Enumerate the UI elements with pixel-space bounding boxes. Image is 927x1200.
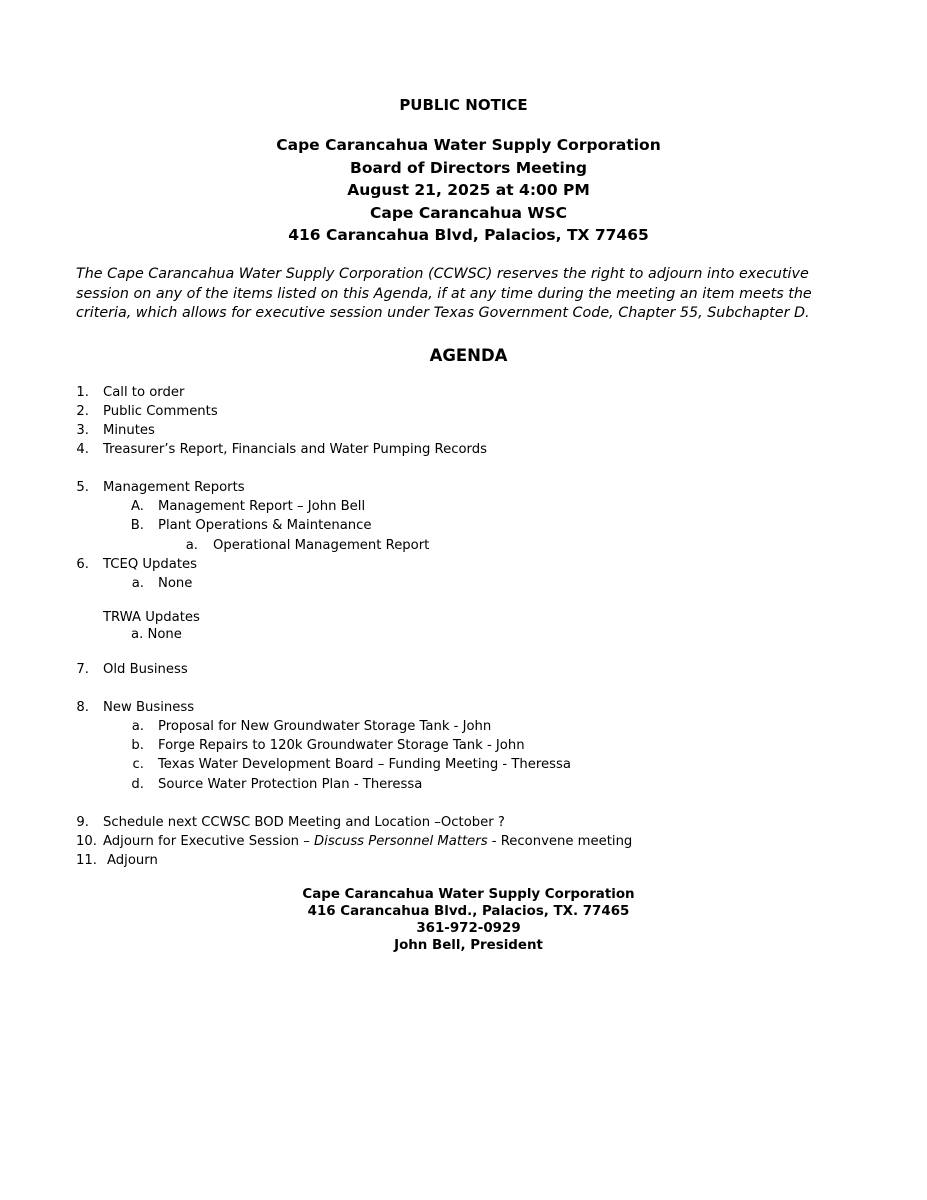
item-text-lead: Adjourn for Executive Session –: [103, 834, 315, 849]
item-number: a.: [131, 719, 144, 734]
trwa-updates: TRWA Updates: [103, 610, 200, 625]
item-text: Adjourn: [107, 853, 158, 868]
item-number: c.: [132, 757, 144, 772]
item-text: Old Business: [103, 662, 188, 677]
item-number: 10.: [76, 834, 97, 849]
item-number: 7.: [76, 662, 89, 677]
meeting-header: [0, 134, 927, 247]
item-number: 6.: [76, 557, 89, 572]
item-text: Schedule next CCWSC BOD Meeting and Location –October ?: [103, 815, 505, 830]
item-text: Minutes: [103, 423, 155, 438]
item-text: Treasurer’s Report, Financials and Water Pumping Records: [103, 442, 487, 457]
item-number: a.: [185, 538, 198, 553]
item-number: 3.: [76, 423, 89, 438]
item-text: None: [158, 576, 193, 591]
footer-president: John Bell, President: [394, 938, 543, 953]
intro-line: session on any of the items listed on this Agenda, if at any time during the meeting an item meets the: [76, 285, 812, 302]
item-text: Public Comments: [103, 404, 218, 419]
item-text: Management Report – John Bell: [158, 499, 366, 514]
footer-contact: [0, 886, 927, 954]
footer-phone: 361-972-0929: [416, 921, 521, 936]
item-number: d.: [131, 777, 144, 792]
item-text: Forge Repairs to 120k Groundwater Storage Tank - John: [158, 738, 525, 753]
item-text: TCEQ Updates: [103, 557, 198, 572]
footer-address: 416 Carancahua Blvd., Palacios, TX. 77465: [307, 904, 630, 919]
trwa-updates-subitem: a. None: [131, 627, 182, 642]
item-text: Proposal for New Groundwater Storage Tank - John: [158, 719, 492, 734]
header-organization: Cape Carancahua Water Supply Corporation: [276, 136, 661, 154]
item-number: 4.: [76, 442, 89, 457]
header-meeting-name: Board of Directors Meeting: [350, 158, 587, 177]
item-text: Texas Water Development Board – Funding Meeting - Theressa: [158, 757, 571, 772]
item-text: Source Water Protection Plan - Theressa: [158, 777, 423, 792]
item-number: a.: [131, 576, 144, 591]
header-address: 416 Carancahua Blvd, Palacios, TX 77465: [288, 226, 649, 245]
item-number: 1.: [76, 385, 89, 400]
agenda-title: AGENDA: [429, 346, 508, 365]
item-text: Operational Management Report: [213, 538, 430, 553]
header-date-time: August 21, 2025 at 4:00 PM: [347, 181, 590, 200]
item-text-tail: - Reconvene meeting: [487, 834, 633, 849]
intro-line: criteria, which allows for executive session under Texas Government Code, Chapter 55, Subchapter D.: [76, 305, 810, 321]
executive-session-notice: [76, 265, 866, 324]
item-text: New Business: [103, 700, 195, 715]
item-number: 9.: [76, 815, 89, 830]
item-number: B.: [130, 518, 144, 533]
item-number: 5.: [76, 480, 89, 495]
notice-title: PUBLIC NOTICE: [399, 96, 528, 114]
item-text: Call to order: [103, 385, 185, 400]
item-text-emphasis: Discuss Personnel Matters: [314, 834, 488, 849]
item-number: 11.: [76, 853, 97, 868]
item-text: Plant Operations & Maintenance: [158, 518, 372, 533]
item-number: 2.: [76, 404, 89, 419]
intro-line: The Cape Carancahua Water Supply Corporation (CCWSC) reserves the right to adjourn into executive: [76, 266, 809, 282]
item-number: 8.: [76, 700, 89, 715]
item-text: Management Reports: [103, 480, 245, 495]
item-number: b.: [131, 738, 144, 753]
header-location: Cape Carancahua WSC: [369, 203, 568, 222]
item-text: [103, 833, 632, 850]
item-number: A.: [131, 499, 144, 514]
footer-organization: Cape Carancahua Water Supply Corporation: [302, 887, 635, 902]
